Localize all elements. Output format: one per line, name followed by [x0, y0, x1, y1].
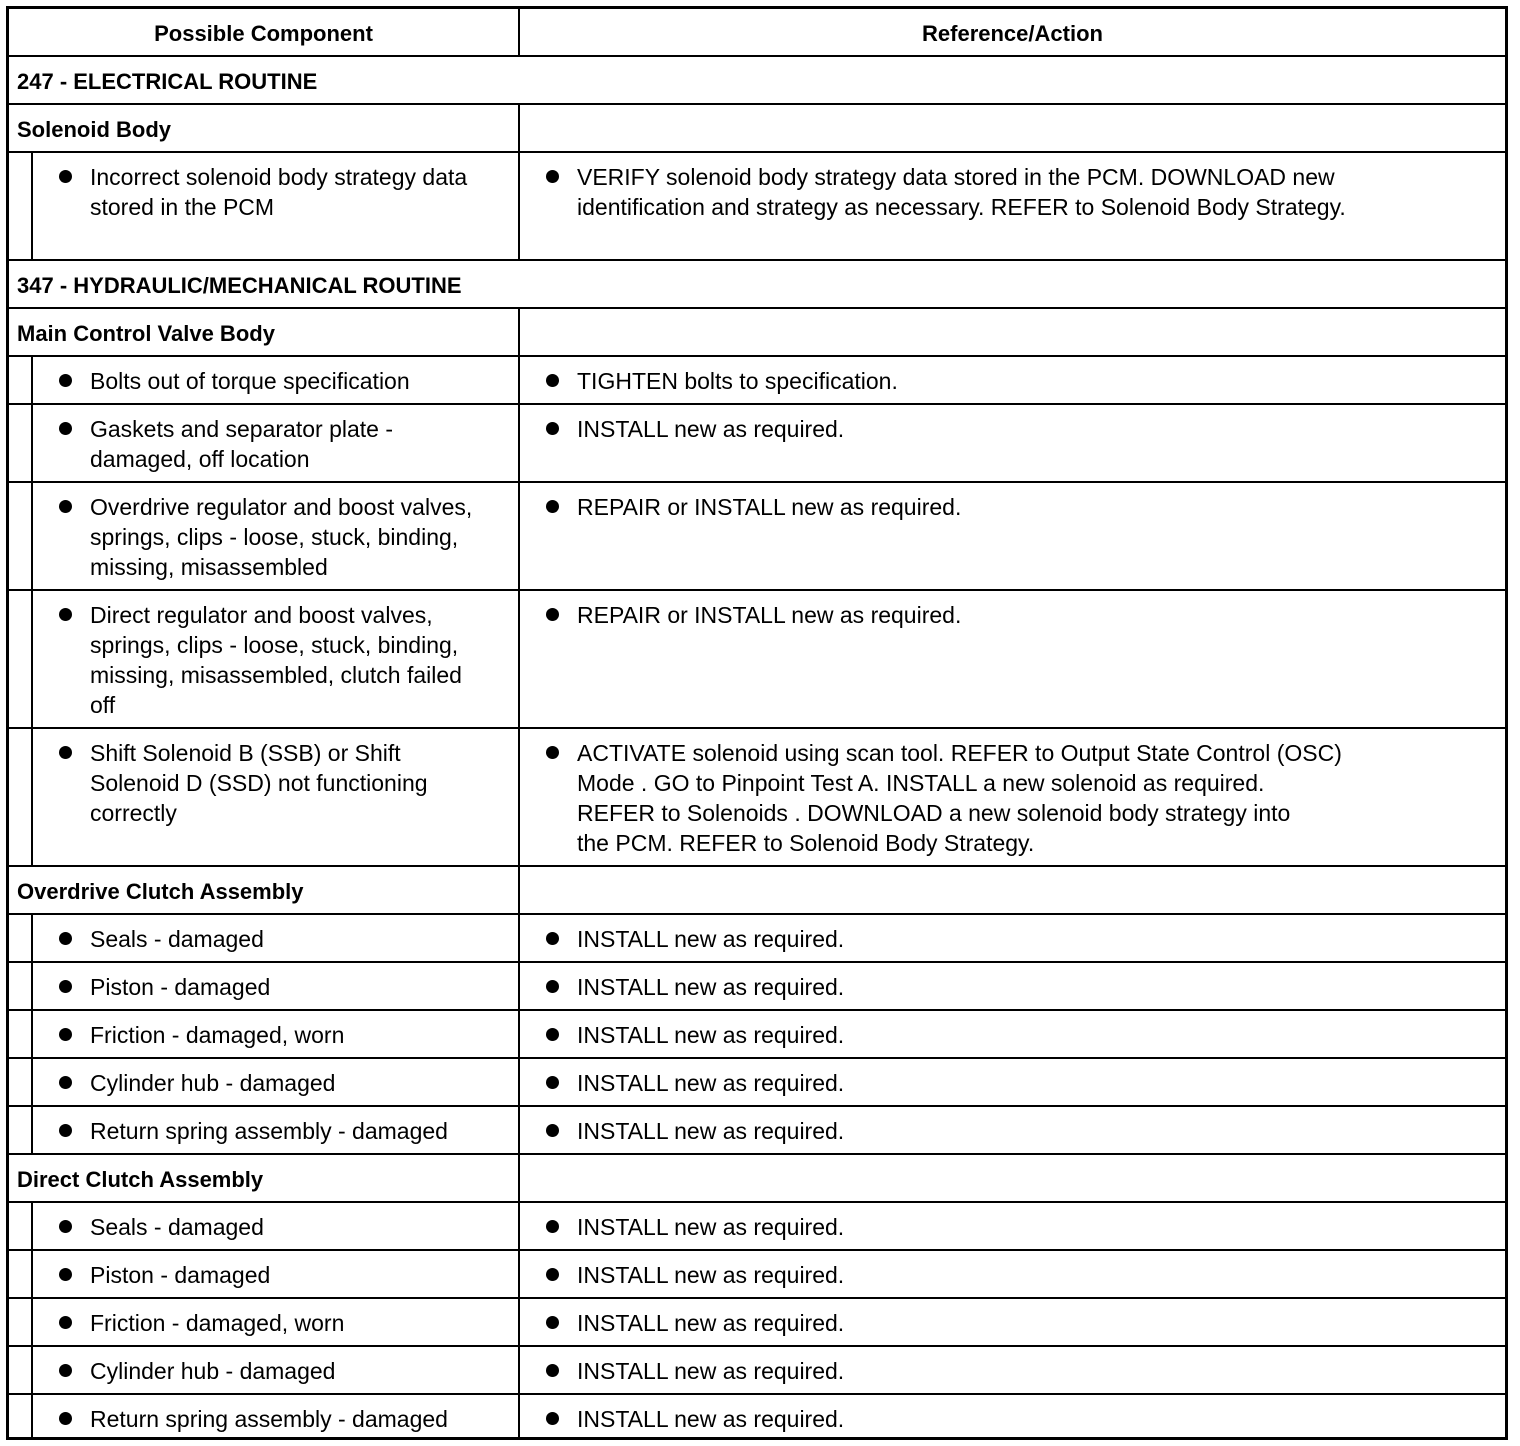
bullet-icon	[546, 932, 559, 945]
table-row	[9, 591, 1505, 729]
bullet-icon	[59, 170, 72, 183]
component-text	[90, 1356, 515, 1386]
action-cell	[520, 483, 1505, 589]
component-line: Solenoid D (SSD) not functioning	[90, 770, 428, 796]
action-text	[577, 972, 1507, 1002]
action-cell	[520, 963, 1505, 1009]
bullet-icon	[546, 374, 559, 387]
section-title: 247 - ELECTRICAL ROUTINE	[17, 69, 318, 94]
table-row	[9, 405, 1505, 483]
group-row	[9, 309, 1505, 357]
indent-divider	[31, 1107, 33, 1153]
action-cell	[520, 1347, 1505, 1393]
bullet-icon	[546, 1028, 559, 1041]
action-line: ACTIVATE solenoid using scan tool. REFER to Output State Control (OSC)	[577, 740, 1342, 766]
component-line: Bolts out of torque specification	[90, 368, 410, 394]
bullet-icon	[59, 500, 72, 513]
component-line: Gaskets and separator plate -	[90, 416, 393, 442]
table-row	[9, 1059, 1505, 1107]
component-cell	[9, 591, 520, 727]
action-cell	[520, 1299, 1505, 1345]
component-line: Seals - damaged	[90, 1214, 264, 1240]
table-row	[9, 915, 1505, 963]
group-row	[9, 1155, 1505, 1203]
component-cell	[9, 1107, 520, 1153]
indent-divider	[31, 915, 33, 961]
indent-divider	[31, 405, 33, 481]
bullet-icon	[546, 1268, 559, 1281]
table-row	[9, 1251, 1505, 1299]
group-title: Overdrive Clutch Assembly	[17, 879, 304, 904]
table-row	[9, 729, 1505, 867]
action-text	[577, 366, 1507, 396]
indent-divider	[31, 1059, 33, 1105]
bullet-icon	[59, 980, 72, 993]
component-text	[90, 924, 515, 954]
bullet-icon	[59, 1268, 72, 1281]
component-cell	[9, 357, 520, 403]
action-cell	[520, 915, 1505, 961]
component-line: Return spring assembly - damaged	[90, 1118, 448, 1144]
component-cell	[9, 1347, 520, 1393]
group-cell	[9, 105, 520, 151]
component-line: Friction - damaged, worn	[90, 1310, 345, 1336]
indent-divider	[31, 1011, 33, 1057]
component-cell	[9, 153, 520, 259]
group-title: Solenoid Body	[17, 117, 171, 142]
action-cell	[520, 1107, 1505, 1153]
action-line: INSTALL new as required.	[577, 1358, 845, 1384]
component-text	[90, 414, 515, 474]
component-cell	[9, 1395, 520, 1437]
group-title: Main Control Valve Body	[17, 321, 275, 346]
action-line: identification and strategy as necessary. REFER to Solenoid Body Strategy.	[577, 194, 1346, 220]
header-possible-component: Possible Component	[154, 21, 373, 46]
bullet-icon	[546, 1412, 559, 1425]
table-row	[9, 1107, 1505, 1155]
action-text	[577, 1308, 1507, 1338]
component-cell	[9, 963, 520, 1009]
bullet-icon	[59, 608, 72, 621]
component-line: stored in the PCM	[90, 194, 275, 220]
component-line: Direct regulator and boost valves,	[90, 602, 433, 628]
group-cell	[9, 309, 520, 355]
indent-divider	[31, 483, 33, 589]
bullet-icon	[59, 1028, 72, 1041]
action-line: INSTALL new as required.	[577, 1070, 845, 1096]
table-row	[9, 1395, 1505, 1437]
component-text	[90, 1116, 515, 1146]
component-line: off	[90, 692, 116, 718]
component-cell	[9, 1299, 520, 1345]
component-line: Piston - damaged	[90, 1262, 271, 1288]
indent-divider	[31, 1203, 33, 1249]
component-line: Cylinder hub - damaged	[90, 1070, 336, 1096]
action-line: the PCM. REFER to Solenoid Body Strategy.	[577, 830, 1035, 856]
action-cell	[520, 405, 1505, 481]
section-title: 347 - HYDRAULIC/MECHANICAL ROUTINE	[17, 273, 462, 298]
indent-divider	[31, 1251, 33, 1297]
bullet-icon	[59, 746, 72, 759]
action-line: INSTALL new as required.	[577, 926, 845, 952]
component-line: missing, misassembled, clutch failed	[90, 662, 462, 688]
component-line: missing, misassembled	[90, 554, 328, 580]
group-empty-cell	[520, 867, 1505, 913]
indent-divider	[31, 153, 33, 259]
group-empty-cell	[520, 1155, 1505, 1201]
action-text	[577, 1404, 1507, 1434]
action-line: INSTALL new as required.	[577, 1214, 845, 1240]
indent-divider	[31, 963, 33, 1009]
action-line: REPAIR or INSTALL new as required.	[577, 602, 962, 628]
bullet-icon	[546, 1316, 559, 1329]
action-line: INSTALL new as required.	[577, 1118, 845, 1144]
bullet-icon	[546, 422, 559, 435]
component-text	[90, 738, 515, 828]
table-row	[9, 357, 1505, 405]
bullet-icon	[59, 1412, 72, 1425]
table-row	[9, 1203, 1505, 1251]
group-empty-cell	[520, 105, 1505, 151]
bullet-icon	[546, 746, 559, 759]
action-text	[577, 1116, 1507, 1146]
action-text	[577, 924, 1507, 954]
action-cell	[520, 1395, 1505, 1437]
section-cell	[9, 57, 1505, 103]
group-title: Direct Clutch Assembly	[17, 1167, 264, 1192]
table-row	[9, 1299, 1505, 1347]
component-text	[90, 1308, 515, 1338]
component-cell	[9, 915, 520, 961]
section-row	[9, 261, 1505, 309]
table-row	[9, 153, 1505, 261]
bullet-icon	[59, 1124, 72, 1137]
component-line: springs, clips - loose, stuck, binding,	[90, 524, 459, 550]
bullet-icon	[546, 608, 559, 621]
bullet-icon	[546, 170, 559, 183]
component-cell	[9, 1059, 520, 1105]
indent-divider	[31, 1395, 33, 1437]
header-reference-action: Reference/Action	[922, 21, 1103, 46]
component-line: Overdrive regulator and boost valves,	[90, 494, 473, 520]
table-row	[9, 1347, 1505, 1395]
group-cell	[9, 1155, 520, 1201]
action-line: REPAIR or INSTALL new as required.	[577, 494, 962, 520]
bullet-icon	[59, 374, 72, 387]
action-cell	[520, 1203, 1505, 1249]
component-cell	[9, 729, 520, 865]
component-line: Cylinder hub - damaged	[90, 1358, 336, 1384]
action-text	[577, 162, 1507, 222]
action-line: INSTALL new as required.	[577, 416, 845, 442]
component-line: Piston - damaged	[90, 974, 271, 1000]
action-cell	[520, 729, 1505, 865]
bullet-icon	[546, 1364, 559, 1377]
action-cell	[520, 1059, 1505, 1105]
component-text	[90, 1260, 515, 1290]
action-line: REFER to Solenoids . DOWNLOAD a new solenoid body strategy into	[577, 800, 1291, 826]
header-cell-component	[9, 9, 520, 55]
bullet-icon	[59, 1220, 72, 1233]
action-line: INSTALL new as required.	[577, 1262, 845, 1288]
section-cell	[9, 261, 1505, 307]
component-cell	[9, 1203, 520, 1249]
component-text	[90, 600, 515, 720]
component-cell	[9, 483, 520, 589]
component-line: Return spring assembly - damaged	[90, 1406, 448, 1432]
group-cell	[9, 867, 520, 913]
component-line: Incorrect solenoid body strategy data	[90, 164, 468, 190]
action-line: INSTALL new as required.	[577, 1310, 845, 1336]
action-line: VERIFY solenoid body strategy data stored in the PCM. DOWNLOAD new	[577, 164, 1335, 190]
component-line: damaged, off location	[90, 446, 310, 472]
bullet-icon	[546, 1124, 559, 1137]
component-text	[90, 366, 515, 396]
action-cell	[520, 1011, 1505, 1057]
component-line: springs, clips - loose, stuck, binding,	[90, 632, 459, 658]
table-row	[9, 1011, 1505, 1059]
bullet-icon	[546, 980, 559, 993]
indent-divider	[31, 1347, 33, 1393]
bullet-icon	[59, 1316, 72, 1329]
component-line: Friction - damaged, worn	[90, 1022, 345, 1048]
header-cell-action	[520, 9, 1505, 55]
table-header-row	[9, 9, 1505, 57]
component-cell	[9, 405, 520, 481]
action-text	[577, 1068, 1507, 1098]
action-cell	[520, 1251, 1505, 1297]
component-text	[90, 492, 515, 582]
action-line: Mode . GO to Pinpoint Test A. INSTALL a new solenoid as required.	[577, 770, 1265, 796]
bullet-icon	[546, 1076, 559, 1089]
indent-divider	[31, 1299, 33, 1345]
section-row	[9, 57, 1505, 105]
action-text	[577, 738, 1507, 858]
bullet-icon	[59, 932, 72, 945]
action-line: TIGHTEN bolts to specification.	[577, 368, 898, 394]
table-row	[9, 483, 1505, 591]
indent-divider	[31, 729, 33, 865]
action-line: INSTALL new as required.	[577, 1022, 845, 1048]
group-row	[9, 105, 1505, 153]
component-line: Shift Solenoid B (SSB) or Shift	[90, 740, 401, 766]
component-line: Seals - damaged	[90, 926, 264, 952]
bullet-icon	[59, 1364, 72, 1377]
action-text	[577, 492, 1507, 522]
action-text	[577, 1356, 1507, 1386]
component-cell	[9, 1251, 520, 1297]
table-row	[9, 963, 1505, 1011]
action-text	[577, 1260, 1507, 1290]
action-cell	[520, 153, 1505, 259]
action-text	[577, 600, 1507, 630]
component-line: correctly	[90, 800, 177, 826]
bullet-icon	[59, 1076, 72, 1089]
action-line: INSTALL new as required.	[577, 974, 845, 1000]
indent-divider	[31, 357, 33, 403]
component-cell	[9, 1011, 520, 1057]
bullet-icon	[546, 500, 559, 513]
diagnostic-table	[6, 6, 1508, 1440]
component-text	[90, 1020, 515, 1050]
action-text	[577, 1020, 1507, 1050]
action-text	[577, 1212, 1507, 1242]
action-text	[577, 414, 1507, 444]
action-line: INSTALL new as required.	[577, 1406, 845, 1432]
bullet-icon	[59, 422, 72, 435]
component-text	[90, 972, 515, 1002]
bullet-icon	[546, 1220, 559, 1233]
component-text	[90, 1068, 515, 1098]
action-cell	[520, 357, 1505, 403]
component-text	[90, 1404, 515, 1434]
component-text	[90, 162, 515, 222]
component-text	[90, 1212, 515, 1242]
group-empty-cell	[520, 309, 1505, 355]
group-row	[9, 867, 1505, 915]
action-cell	[520, 591, 1505, 727]
indent-divider	[31, 591, 33, 727]
